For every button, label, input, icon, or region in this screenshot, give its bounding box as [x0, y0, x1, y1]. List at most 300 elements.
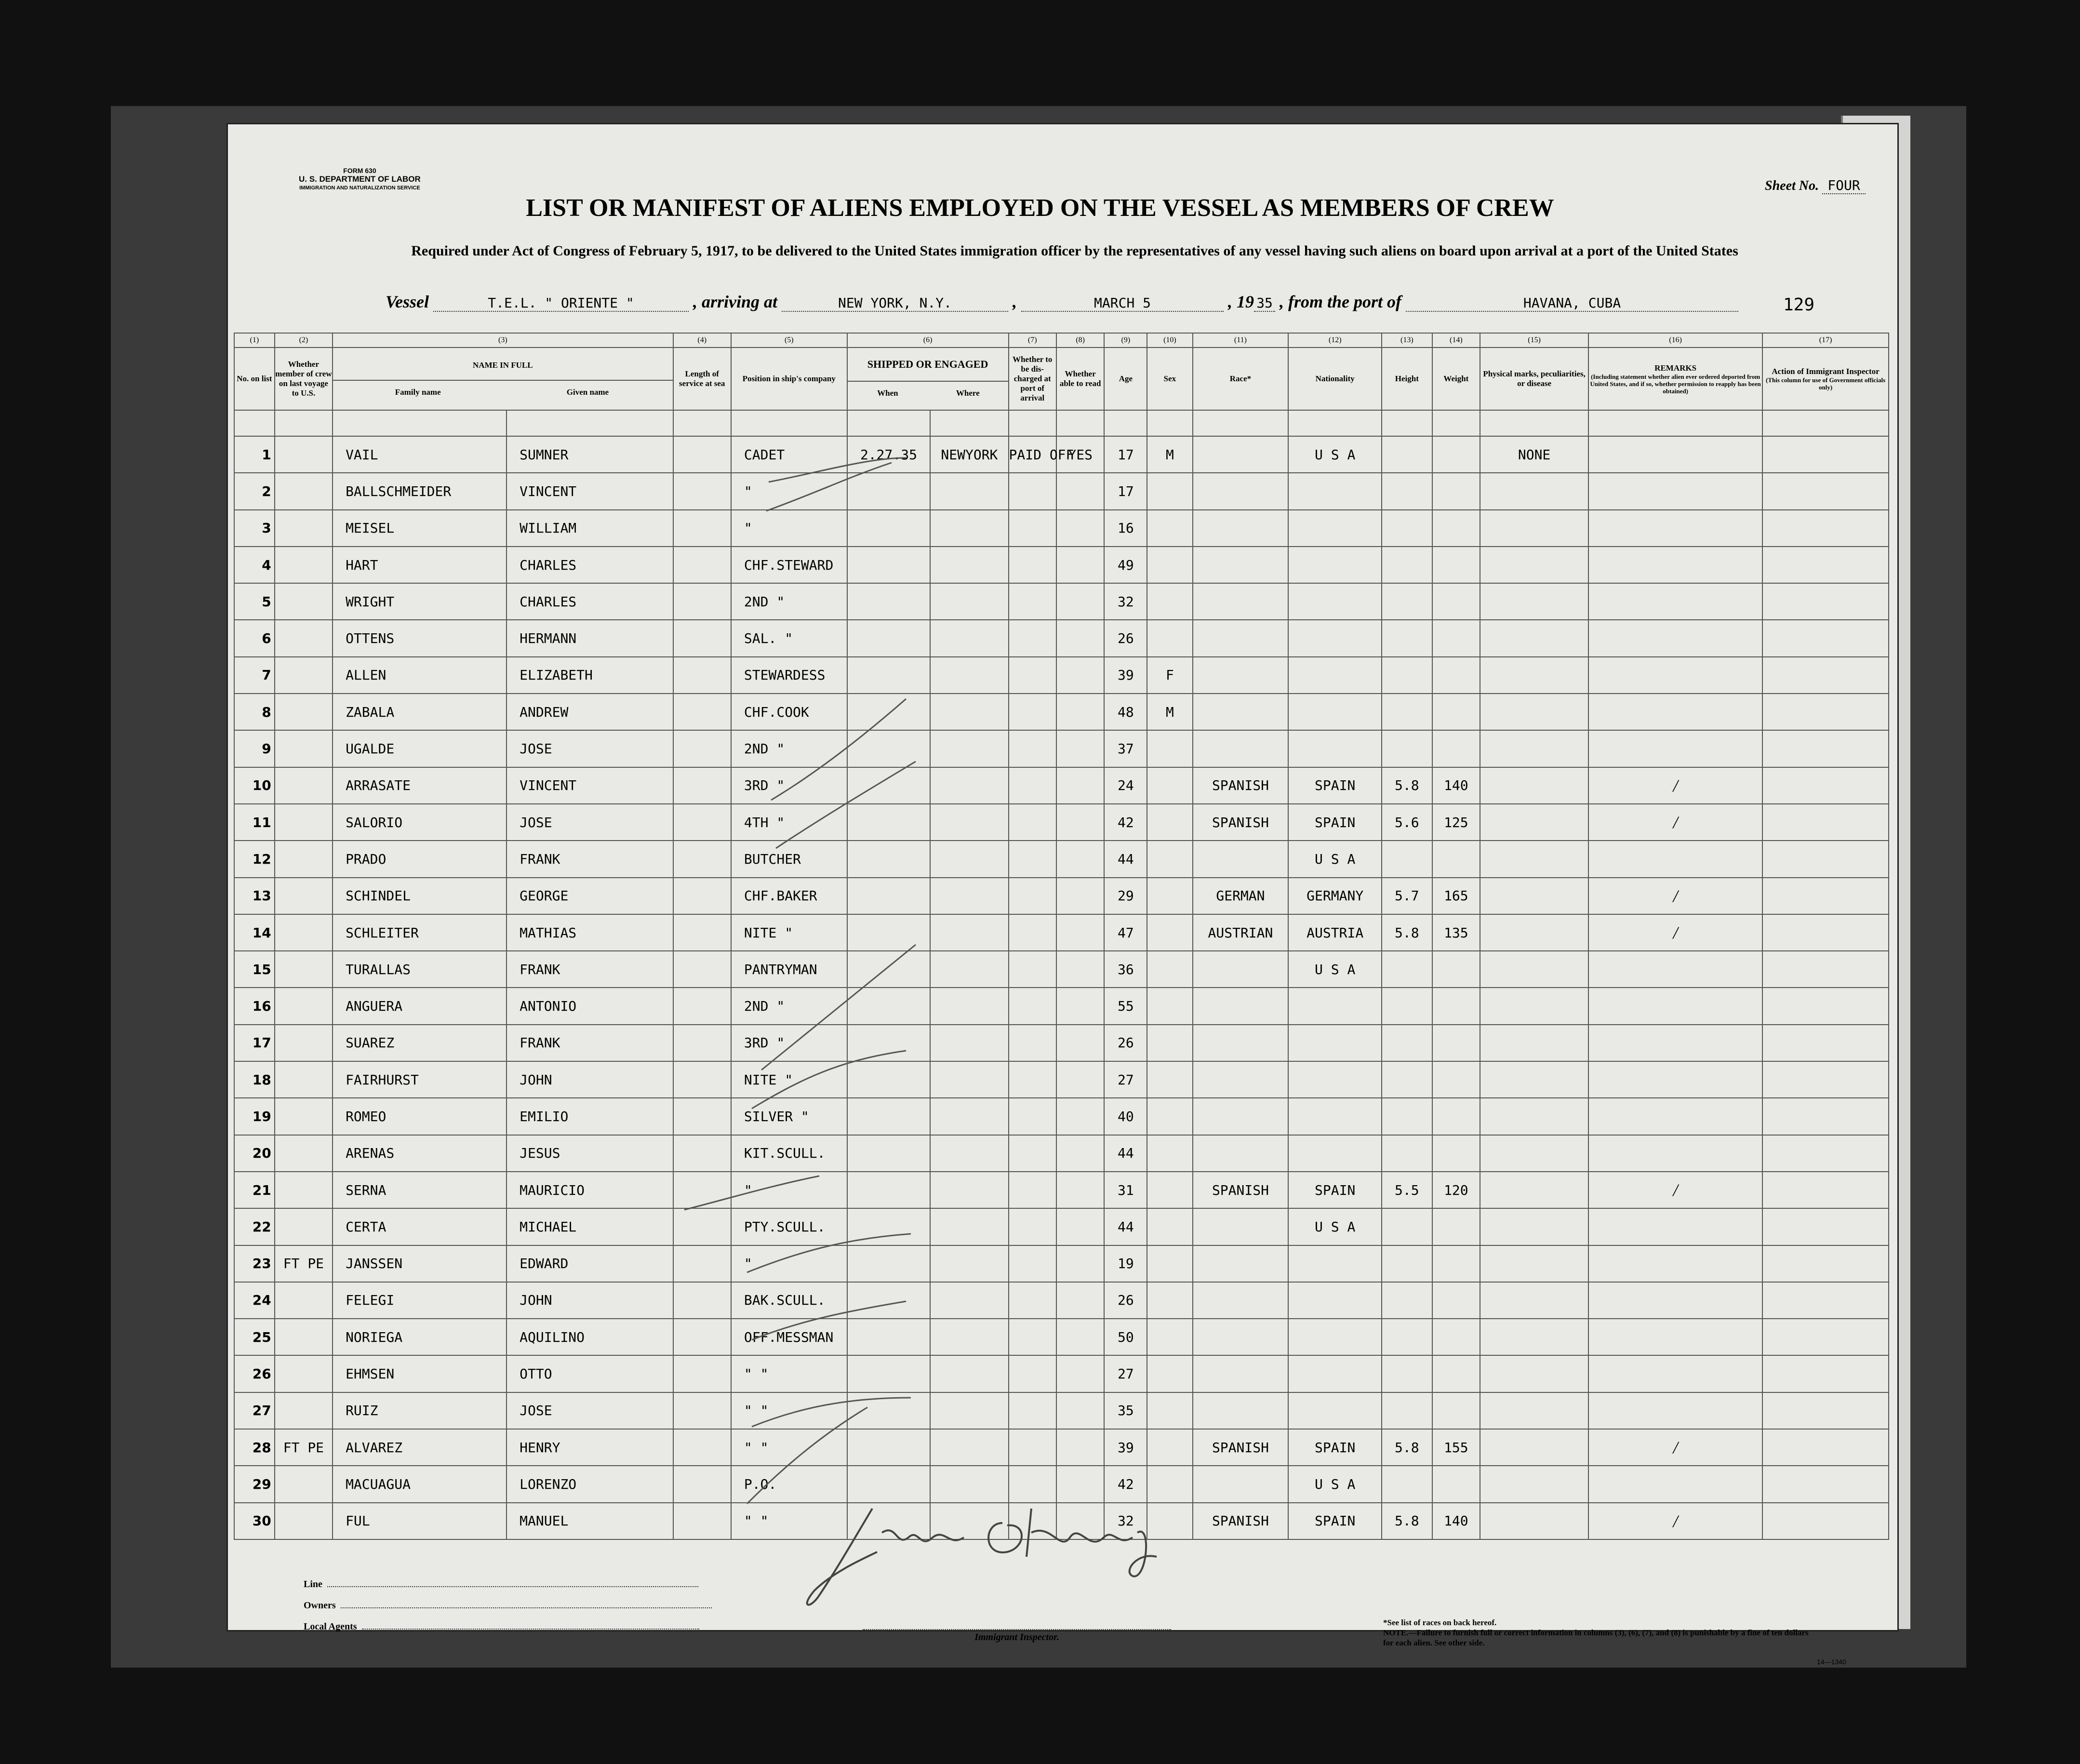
penalty-note: NOTE.—Failure to furnish full or correct information in columns (3), (6), (7), and (8) is punishable by a fine of ten dollars for each alien. See other side. — [1383, 1628, 1809, 1647]
row-number-cell: 9 — [234, 730, 275, 767]
race-cell — [1193, 547, 1289, 583]
height-cell — [1382, 1208, 1432, 1245]
header-where: Where — [956, 388, 980, 398]
nationality-cell: GERMANY — [1288, 878, 1382, 914]
col-number: (10) — [1147, 333, 1192, 347]
inspector-action-cell — [1762, 1025, 1889, 1061]
age-cell: 42 — [1104, 804, 1147, 841]
given-name-cell: LORENZO — [507, 1466, 673, 1502]
race-cell — [1193, 436, 1289, 473]
length-of-service-cell — [673, 473, 731, 509]
height-cell — [1382, 547, 1432, 583]
family-name-cell: HART — [333, 547, 507, 583]
sex-cell — [1147, 1025, 1192, 1061]
col-number: (16) — [1588, 333, 1762, 347]
age-cell: 24 — [1104, 767, 1147, 804]
given-name-cell: HERMANN — [507, 620, 673, 656]
header-position: Position in ship's company — [731, 347, 847, 410]
age-cell: 27 — [1104, 1355, 1147, 1392]
row-number-cell: 7 — [234, 657, 275, 694]
family-name-cell: ALVAREZ — [333, 1429, 507, 1466]
given-name-cell: EMILIO — [507, 1098, 673, 1135]
height-cell — [1382, 1282, 1432, 1319]
sex-cell — [1147, 1355, 1192, 1392]
discharged-cell — [1009, 1098, 1056, 1135]
family-name-cell: MACUAGUA — [333, 1466, 507, 1502]
physical-marks-cell — [1480, 841, 1588, 877]
previous-voyage-cell — [275, 620, 333, 656]
shipped-where-cell — [930, 1061, 1008, 1098]
header-given-name: Given name — [566, 388, 609, 397]
height-cell — [1382, 1466, 1432, 1502]
crew-row — [234, 1282, 1889, 1319]
inspector-action-cell — [1762, 1503, 1889, 1539]
inspector-action-cell — [1762, 1319, 1889, 1355]
height-cell: 5.8 — [1382, 1429, 1432, 1466]
position-cell: NITE " — [731, 914, 847, 951]
race-cell — [1193, 510, 1289, 547]
shipped-where-cell — [930, 804, 1008, 841]
previous-voyage-cell — [275, 547, 333, 583]
shipped-where-cell — [930, 988, 1008, 1024]
length-of-service-cell — [673, 951, 731, 988]
length-of-service-cell — [673, 1466, 731, 1502]
family-name-cell: MEISEL — [333, 510, 507, 547]
nationality-cell — [1288, 473, 1382, 509]
family-name-cell: ZABALA — [333, 694, 507, 730]
nationality-cell — [1288, 1392, 1382, 1429]
length-of-service-cell — [673, 1503, 731, 1539]
nationality-cell: SPAIN — [1288, 1172, 1382, 1208]
age-cell: 47 — [1104, 914, 1147, 951]
nationality-cell — [1288, 730, 1382, 767]
row-number-cell: 21 — [234, 1172, 275, 1208]
discharged-cell — [1009, 694, 1056, 730]
length-of-service-cell — [673, 730, 731, 767]
nationality-cell — [1288, 988, 1382, 1024]
able-to-read-cell — [1056, 620, 1104, 656]
inspector-action-cell — [1762, 436, 1889, 473]
header-name-in-full: NAME IN FULL — [333, 361, 672, 381]
able-to-read-cell — [1056, 1208, 1104, 1245]
weight-cell — [1432, 841, 1480, 877]
physical-marks-cell — [1480, 988, 1588, 1024]
weight-cell: 140 — [1432, 767, 1480, 804]
inspector-action-cell — [1762, 988, 1889, 1024]
race-cell — [1193, 473, 1289, 509]
previous-voyage-cell — [275, 510, 333, 547]
able-to-read-cell — [1056, 694, 1104, 730]
row-number-cell: 16 — [234, 988, 275, 1024]
shipped-when-cell: 2.27.35 — [847, 436, 931, 473]
crew-row — [234, 1429, 1889, 1466]
weight-cell — [1432, 1392, 1480, 1429]
remarks-cell — [1588, 951, 1762, 988]
remarks-cell — [1588, 473, 1762, 509]
discharged-cell — [1009, 1466, 1056, 1502]
row-number-cell: 2 — [234, 473, 275, 509]
family-name-cell: FELEGI — [333, 1282, 507, 1319]
nationality-cell — [1288, 1319, 1382, 1355]
previous-voyage-cell — [275, 914, 333, 951]
sex-cell — [1147, 951, 1192, 988]
discharged-cell — [1009, 804, 1056, 841]
able-to-read-cell — [1056, 1319, 1104, 1355]
discharged-cell — [1009, 583, 1056, 620]
physical-marks-cell — [1480, 657, 1588, 694]
age-cell: 29 — [1104, 878, 1147, 914]
height-cell — [1382, 436, 1432, 473]
nationality-cell: U S A — [1288, 1208, 1382, 1245]
header-race: Race* — [1193, 347, 1289, 410]
discharged-cell — [1009, 1282, 1056, 1319]
shipped-where-cell: NEWYORK — [930, 436, 1008, 473]
given-name-cell: FRANK — [507, 841, 673, 877]
remarks-cell — [1588, 1135, 1762, 1172]
shipped-where-cell — [930, 657, 1008, 694]
year-prefix: , 19 — [1228, 292, 1254, 311]
able-to-read-cell: YES — [1056, 436, 1104, 473]
service-name: IMMIGRATION AND NATURALIZATION SERVICE — [299, 185, 420, 191]
length-of-service-cell — [673, 1172, 731, 1208]
previous-voyage-cell — [275, 1208, 333, 1245]
vessel-label: Vessel — [386, 292, 429, 311]
given-name-cell: CHARLES — [507, 583, 673, 620]
race-cell — [1193, 694, 1289, 730]
position-cell: STEWARDESS — [731, 657, 847, 694]
nationality-cell: U S A — [1288, 951, 1382, 988]
discharged-cell — [1009, 1392, 1056, 1429]
family-name-cell: CERTA — [333, 1208, 507, 1245]
able-to-read-cell — [1056, 1245, 1104, 1282]
given-name-cell: CHARLES — [507, 547, 673, 583]
col-number: (8) — [1056, 333, 1104, 347]
weight-cell — [1432, 1061, 1480, 1098]
weight-cell — [1432, 1355, 1480, 1392]
age-cell: 44 — [1104, 1208, 1147, 1245]
previous-voyage-cell — [275, 1025, 333, 1061]
remarks-cell — [1588, 1282, 1762, 1319]
family-name-cell: ANGUERA — [333, 988, 507, 1024]
shipped-where-cell — [930, 583, 1008, 620]
inspector-action-cell — [1762, 620, 1889, 656]
sex-cell — [1147, 1061, 1192, 1098]
header-when: When — [877, 388, 898, 398]
row-number-cell: 27 — [234, 1392, 275, 1429]
able-to-read-cell — [1056, 988, 1104, 1024]
inspector-action-cell — [1762, 878, 1889, 914]
length-of-service-cell — [673, 1429, 731, 1466]
race-cell: SPANISH — [1193, 1172, 1289, 1208]
able-to-read-cell — [1056, 1135, 1104, 1172]
remarks-cell — [1588, 1319, 1762, 1355]
header-remarks-note: (Including statement whether alien ever ordered deported from United States, and if so, whether permission to reapply has been obtained) — [1590, 373, 1761, 395]
given-name-cell: GEORGE — [507, 878, 673, 914]
physical-marks-cell — [1480, 547, 1588, 583]
previous-voyage-cell — [275, 694, 333, 730]
age-cell: 26 — [1104, 620, 1147, 656]
row-number-cell: 8 — [234, 694, 275, 730]
previous-voyage-cell — [275, 1098, 333, 1135]
position-cell: OFF.MESSMAN — [731, 1319, 847, 1355]
able-to-read-cell — [1056, 1466, 1104, 1502]
physical-marks-cell — [1480, 1208, 1588, 1245]
given-name-cell: MICHAEL — [507, 1208, 673, 1245]
family-name-cell: SERNA — [333, 1172, 507, 1208]
height-cell — [1382, 694, 1432, 730]
crew-row — [234, 547, 1889, 583]
crew-row — [234, 878, 1889, 914]
nationality-cell: SPAIN — [1288, 1429, 1382, 1466]
length-of-service-cell — [673, 914, 731, 951]
shipped-where-cell — [930, 1466, 1008, 1502]
col-number: (9) — [1104, 333, 1147, 347]
position-cell: " — [731, 473, 847, 509]
crew-row — [234, 951, 1889, 988]
able-to-read-cell — [1056, 1429, 1104, 1466]
able-to-read-cell — [1056, 547, 1104, 583]
age-cell: 26 — [1104, 1282, 1147, 1319]
nationality-cell — [1288, 1282, 1382, 1319]
able-to-read-cell — [1056, 657, 1104, 694]
given-name-cell: HENRY — [507, 1429, 673, 1466]
arriving-label: , arriving at — [693, 292, 778, 311]
physical-marks-cell — [1480, 1098, 1588, 1135]
height-cell — [1382, 1098, 1432, 1135]
height-cell — [1382, 1355, 1432, 1392]
inspector-action-cell — [1762, 1355, 1889, 1392]
sex-cell — [1147, 1245, 1192, 1282]
weight-cell — [1432, 1025, 1480, 1061]
position-cell: 2ND " — [731, 730, 847, 767]
shipped-where-cell — [930, 547, 1008, 583]
crew-row — [234, 1172, 1889, 1208]
height-cell — [1382, 1392, 1432, 1429]
race-cell — [1193, 988, 1289, 1024]
shipped-where-cell — [930, 1429, 1008, 1466]
nationality-cell — [1288, 510, 1382, 547]
race-cell — [1193, 1098, 1289, 1135]
length-of-service-cell — [673, 583, 731, 620]
discharged-cell — [1009, 657, 1056, 694]
shipped-where-cell — [930, 1392, 1008, 1429]
inspector-action-cell — [1762, 1208, 1889, 1245]
nationality-cell: SPAIN — [1288, 1503, 1382, 1539]
discharged-cell — [1009, 1245, 1056, 1282]
crew-row — [234, 988, 1889, 1024]
nationality-cell — [1288, 1135, 1382, 1172]
height-cell — [1382, 657, 1432, 694]
nationality-cell: SPAIN — [1288, 804, 1382, 841]
physical-marks-cell — [1480, 1466, 1588, 1502]
family-name-cell: SUAREZ — [333, 1025, 507, 1061]
race-cell: AUSTRIAN — [1193, 914, 1289, 951]
remarks-cell — [1588, 1392, 1762, 1429]
position-cell: 3RD " — [731, 767, 847, 804]
race-cell — [1193, 841, 1289, 877]
crew-row — [234, 1355, 1889, 1392]
inspector-action-cell — [1762, 473, 1889, 509]
crew-row — [234, 1135, 1889, 1172]
able-to-read-cell — [1056, 473, 1104, 509]
row-number-cell: 23 — [234, 1245, 275, 1282]
position-cell: " " — [731, 1392, 847, 1429]
discharged-cell — [1009, 951, 1056, 988]
position-cell: " — [731, 510, 847, 547]
physical-marks-cell — [1480, 620, 1588, 656]
header-family-name: Family name — [395, 388, 441, 397]
remarks-cell: / — [1588, 1429, 1762, 1466]
able-to-read-cell — [1056, 730, 1104, 767]
arrival-port: NEW YORK, N.Y. — [782, 295, 1008, 312]
discharged-cell — [1009, 988, 1056, 1024]
able-to-read-cell — [1056, 1172, 1104, 1208]
nationality-cell — [1288, 1355, 1382, 1392]
age-cell: 49 — [1104, 547, 1147, 583]
discharged-cell — [1009, 878, 1056, 914]
height-cell — [1382, 730, 1432, 767]
family-name-cell: PRADO — [333, 841, 507, 877]
physical-marks-cell — [1480, 1025, 1588, 1061]
able-to-read-cell — [1056, 841, 1104, 877]
family-name-cell: RUIZ — [333, 1392, 507, 1429]
header-name — [333, 347, 673, 410]
given-name-cell: MAURICIO — [507, 1172, 673, 1208]
row-number-cell: 22 — [234, 1208, 275, 1245]
previous-voyage-cell: FT PE — [275, 1429, 333, 1466]
discharged-cell — [1009, 620, 1056, 656]
race-cell — [1193, 620, 1289, 656]
shipped-where-cell — [930, 1172, 1008, 1208]
shipped-when-cell — [847, 473, 931, 509]
age-cell: 36 — [1104, 951, 1147, 988]
shipped-when-cell — [847, 657, 931, 694]
previous-voyage-cell — [275, 657, 333, 694]
shipped-when-cell — [847, 1392, 931, 1429]
height-cell: 5.6 — [1382, 804, 1432, 841]
shipped-where-cell — [930, 473, 1008, 509]
weight-cell — [1432, 583, 1480, 620]
row-number-cell: 5 — [234, 583, 275, 620]
given-name-cell: OTTO — [507, 1355, 673, 1392]
sex-cell — [1147, 988, 1192, 1024]
physical-marks-cell — [1480, 583, 1588, 620]
sex-cell — [1147, 841, 1192, 877]
length-of-service-cell — [673, 841, 731, 877]
age-cell: 17 — [1104, 436, 1147, 473]
inspector-action-cell — [1762, 1392, 1889, 1429]
weight-cell: 120 — [1432, 1172, 1480, 1208]
sex-cell — [1147, 1319, 1192, 1355]
header-height: Height — [1382, 347, 1432, 410]
sex-cell — [1147, 583, 1192, 620]
nationality-cell — [1288, 1061, 1382, 1098]
length-of-service-cell — [673, 1319, 731, 1355]
row-number-cell: 18 — [234, 1061, 275, 1098]
previous-voyage-cell — [275, 1503, 333, 1539]
nationality-cell: SPAIN — [1288, 767, 1382, 804]
inspector-label: Immigrant Inspector. — [863, 1629, 1171, 1643]
remarks-cell — [1588, 730, 1762, 767]
discharged-cell: PAID OFF — [1009, 436, 1056, 473]
race-cell — [1193, 1025, 1289, 1061]
shipped-where-cell — [930, 620, 1008, 656]
crew-row — [234, 1245, 1889, 1282]
family-name-cell: SCHLEITER — [333, 914, 507, 951]
race-cell: SPANISH — [1193, 767, 1289, 804]
discharged-cell — [1009, 473, 1056, 509]
shipped-when-cell — [847, 804, 931, 841]
sex-cell: M — [1147, 694, 1192, 730]
inspector-action-cell — [1762, 841, 1889, 877]
remarks-cell — [1588, 841, 1762, 877]
vessel-line — [386, 292, 1730, 312]
given-name-cell: JOSE — [507, 1392, 673, 1429]
weight-cell: 135 — [1432, 914, 1480, 951]
shipped-when-cell — [847, 583, 931, 620]
weight-cell — [1432, 730, 1480, 767]
position-cell: 3RD " — [731, 1025, 847, 1061]
form-code: 14—1340 — [1817, 1658, 1846, 1666]
length-of-service-cell — [673, 436, 731, 473]
length-of-service-cell — [673, 1282, 731, 1319]
race-cell — [1193, 1355, 1289, 1392]
family-name-cell: ARRASATE — [333, 767, 507, 804]
age-cell: 31 — [1104, 1172, 1147, 1208]
height-cell — [1382, 583, 1432, 620]
position-cell: NITE " — [731, 1061, 847, 1098]
inspector-action-cell — [1762, 657, 1889, 694]
length-of-service-cell — [673, 620, 731, 656]
previous-voyage-cell — [275, 767, 333, 804]
age-cell: 39 — [1104, 657, 1147, 694]
previous-voyage-cell — [275, 1172, 333, 1208]
physical-marks-cell — [1480, 1503, 1588, 1539]
able-to-read-cell — [1056, 1355, 1104, 1392]
crew-row — [234, 1392, 1889, 1429]
able-to-read-cell — [1056, 1098, 1104, 1135]
previous-voyage-cell — [275, 583, 333, 620]
age-cell: 55 — [1104, 988, 1147, 1024]
family-name-cell: SCHINDEL — [333, 878, 507, 914]
inspector-action-cell — [1762, 1098, 1889, 1135]
previous-voyage-cell — [275, 473, 333, 509]
length-of-service-cell — [673, 1135, 731, 1172]
inspector-signature — [800, 1504, 1272, 1624]
row-number-cell: 12 — [234, 841, 275, 877]
inspector-action-cell — [1762, 547, 1889, 583]
age-cell: 44 — [1104, 841, 1147, 877]
weight-cell — [1432, 657, 1480, 694]
discharged-cell — [1009, 767, 1056, 804]
able-to-read-cell — [1056, 767, 1104, 804]
position-cell: BUTCHER — [731, 841, 847, 877]
race-cell — [1193, 951, 1289, 988]
physical-marks-cell: NONE — [1480, 436, 1588, 473]
position-cell: SILVER " — [731, 1098, 847, 1135]
length-of-service-cell — [673, 1392, 731, 1429]
family-name-cell: ARENAS — [333, 1135, 507, 1172]
physical-marks-cell — [1480, 804, 1588, 841]
col-number: (3) — [333, 333, 673, 347]
family-name-cell: SALORIO — [333, 804, 507, 841]
previous-voyage-cell — [275, 951, 333, 988]
crew-row — [234, 804, 1889, 841]
length-of-service-cell — [673, 1355, 731, 1392]
header-remarks-title: REMARKS — [1654, 363, 1697, 373]
sex-cell — [1147, 1208, 1192, 1245]
shipped-when-cell — [847, 1061, 931, 1098]
